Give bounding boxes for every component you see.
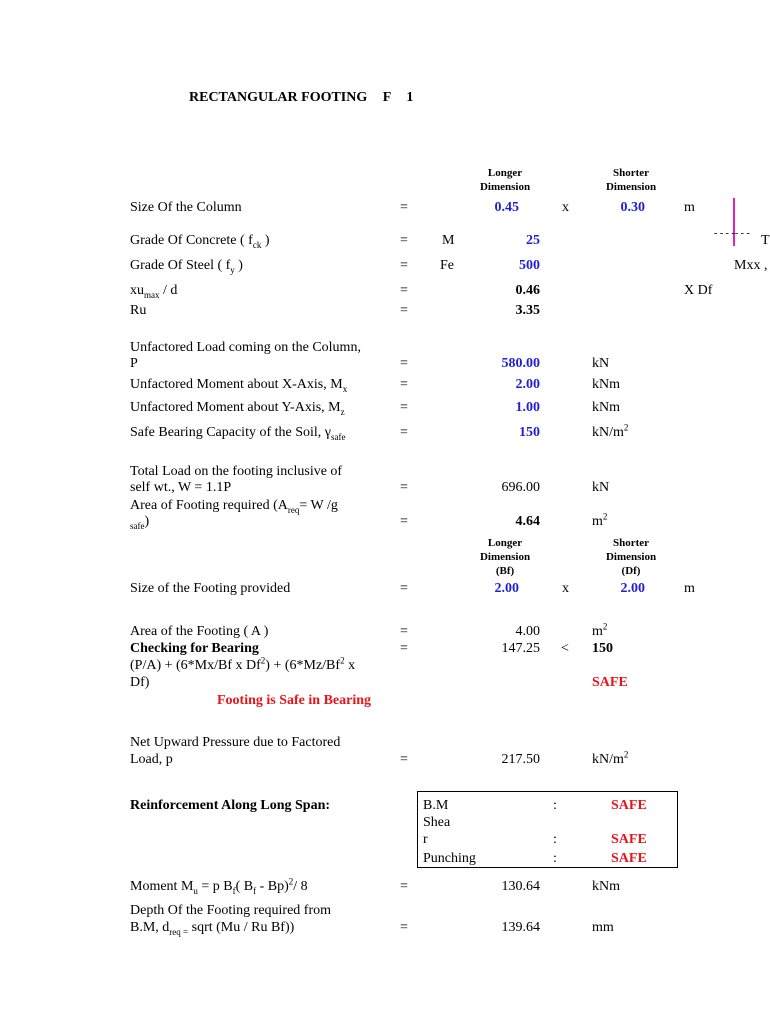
pressure-unit: $kN/m^2$: [592, 749, 629, 767]
times-sign: x: [562, 581, 569, 596]
sketch-dash-line: - - - -- - -: [714, 228, 750, 239]
footing-unit: m: [684, 581, 695, 596]
equals-sign: =: [400, 233, 408, 248]
bearing-message: Footing is Safe in Bearing: [217, 693, 372, 708]
load-label-line2: P: [130, 356, 138, 371]
equals-sign: =: [400, 356, 408, 371]
moment-x-value: 2.00: [515, 377, 540, 392]
footing-longer-header: Longer Dimension (Bf): [479, 537, 531, 577]
equals-sign: =: [400, 377, 408, 392]
equals-sign: =: [400, 480, 408, 495]
bearing-formula-line2: Df): [130, 675, 150, 690]
colon: :: [553, 851, 557, 866]
shear-check-label-line2: r: [423, 832, 428, 847]
equals-sign: =: [400, 581, 408, 596]
bearing-formula-line1: (P/A) + (6*Mx/Bf x $Df^2) + (6*Mz/Bf^2$ x: [130, 655, 356, 673]
load-label-line1: Unfactored Load coming on the Column,: [130, 340, 361, 355]
shear-check-status: SAFE: [611, 832, 647, 847]
xumax-label: $xu_{max}$ / d: [130, 283, 178, 300]
title-id: F: [382, 90, 391, 105]
pressure-label-line1: Net Upward Pressure due to Factored: [130, 735, 341, 750]
footing-area-value: 4.00: [515, 624, 540, 639]
bm-check-label: B.M: [423, 798, 449, 813]
moment-unit: kNm: [592, 879, 620, 894]
footing-shorter-value: 2.00: [620, 581, 645, 596]
moment-x-label: Unfactored Moment about X-Axis, $M_x$: [130, 377, 348, 394]
concrete-grade-value: 25: [526, 233, 540, 248]
shear-check-label-line1: Shea: [423, 815, 451, 830]
moment-x-unit: kNm: [592, 377, 620, 392]
sbc-label: Safe Bearing Capacity of the Soil, $\gamma_{safe}$: [130, 425, 346, 442]
punching-check-label: Punching: [423, 851, 476, 866]
area-required-label-line2: $_{safe}$): [130, 514, 150, 531]
sketch-mark: T: [761, 233, 770, 248]
sbc-value: 150: [519, 425, 540, 440]
colon: :: [553, 798, 557, 813]
column-longer-value: 0.45: [494, 200, 519, 215]
equals-sign: =: [400, 283, 408, 298]
bearing-pressure-value: 147.25: [501, 641, 540, 656]
ru-value: 3.35: [515, 303, 540, 318]
equals-sign: =: [400, 425, 408, 440]
equals-sign: =: [400, 879, 408, 894]
depth-unit: mm: [592, 920, 614, 935]
footing-size-label: Size of the Footing provided: [130, 581, 291, 596]
equals-sign: =: [400, 303, 408, 318]
footing-longer-value: 2.00: [494, 581, 519, 596]
shorter-dimension-header: Shorter Dimension: [605, 167, 657, 193]
sketch-mxx-label: Mxx ,: [734, 258, 768, 273]
pressure-label-line2: Load, p: [130, 752, 173, 767]
page-title: [189, 90, 413, 106]
concrete-grade-label: Grade Of Concrete ( $f_{ck}$ ): [130, 233, 270, 250]
colon: :: [553, 832, 557, 847]
area-required-unit: $m^2$: [592, 511, 608, 529]
bearing-status: SAFE: [592, 675, 628, 690]
depth-label-line2: B.M, $d_{req =}$ sqrt (Mu / Ru Bf)): [130, 920, 295, 937]
total-load-unit: kN: [592, 480, 610, 495]
title-text: RECTANGULAR FOOTING: [189, 90, 368, 105]
sketch-x-df-label: X Df: [684, 283, 713, 298]
ru-label: Ru: [130, 303, 147, 318]
column-shorter-value: 0.30: [620, 200, 645, 215]
bearing-limit-value: 150: [592, 641, 613, 656]
sbc-unit: $kN/m^2$: [592, 422, 629, 440]
area-required-label-line1: Area of Footing required ($A_{req}= W$ /g: [130, 498, 338, 515]
total-load-label-line2: self wt., W = 1.1P: [130, 480, 232, 495]
punching-check-status: SAFE: [611, 851, 647, 866]
depth-value: 139.64: [501, 920, 540, 935]
equals-sign: =: [400, 641, 408, 656]
less-than-sign: <: [561, 641, 569, 656]
footing-shorter-header: Shorter Dimension (Df): [605, 537, 657, 577]
concrete-prefix: M: [442, 233, 455, 248]
steel-grade-label: Grade Of Steel ( $f_y$ ): [130, 258, 243, 275]
pressure-value: 217.50: [501, 752, 540, 767]
total-load-label-line1: Total Load on the footing inclusive of: [130, 464, 343, 479]
steel-prefix: Fe: [440, 258, 454, 273]
equals-sign: =: [400, 200, 408, 215]
column-size-label: Size Of the Column: [130, 200, 242, 215]
moment-z-value: 1.00: [515, 400, 540, 415]
title-num: 1: [406, 90, 414, 105]
load-value: 580.00: [501, 356, 540, 371]
steel-grade-value: 500: [519, 258, 540, 273]
equals-sign: =: [400, 514, 408, 529]
column-unit: m: [684, 200, 695, 215]
footing-area-unit: $m^2$: [592, 621, 608, 639]
total-load-value: 696.00: [501, 480, 540, 495]
moment-formula-label: Moment $M_u = p$ $B_f$( $B_f - Bp)^2/$ 8: [130, 876, 308, 896]
bearing-check-label: Checking for Bearing: [130, 641, 259, 656]
load-unit: kN: [592, 356, 610, 371]
moment-z-label: Unfactored Moment about Y-Axis, $M_z$: [130, 400, 345, 417]
longer-dimension-header: Longer Dimension: [479, 167, 531, 193]
equals-sign: =: [400, 258, 408, 273]
equals-sign: =: [400, 400, 408, 415]
moment-z-unit: kNm: [592, 400, 620, 415]
equals-sign: =: [400, 920, 408, 935]
bm-check-status: SAFE: [611, 798, 647, 813]
xumax-value: 0.46: [515, 283, 540, 298]
times-sign: x: [562, 200, 569, 215]
equals-sign: =: [400, 624, 408, 639]
equals-sign: =: [400, 752, 408, 767]
footing-area-label: Area of the Footing ( A ): [130, 624, 269, 639]
depth-label-line1: Depth Of the Footing required from: [130, 903, 332, 918]
area-required-value: 4.64: [515, 514, 540, 529]
moment-value: 130.64: [501, 879, 540, 894]
reinforcement-heading: Reinforcement Along Long Span:: [130, 798, 331, 813]
